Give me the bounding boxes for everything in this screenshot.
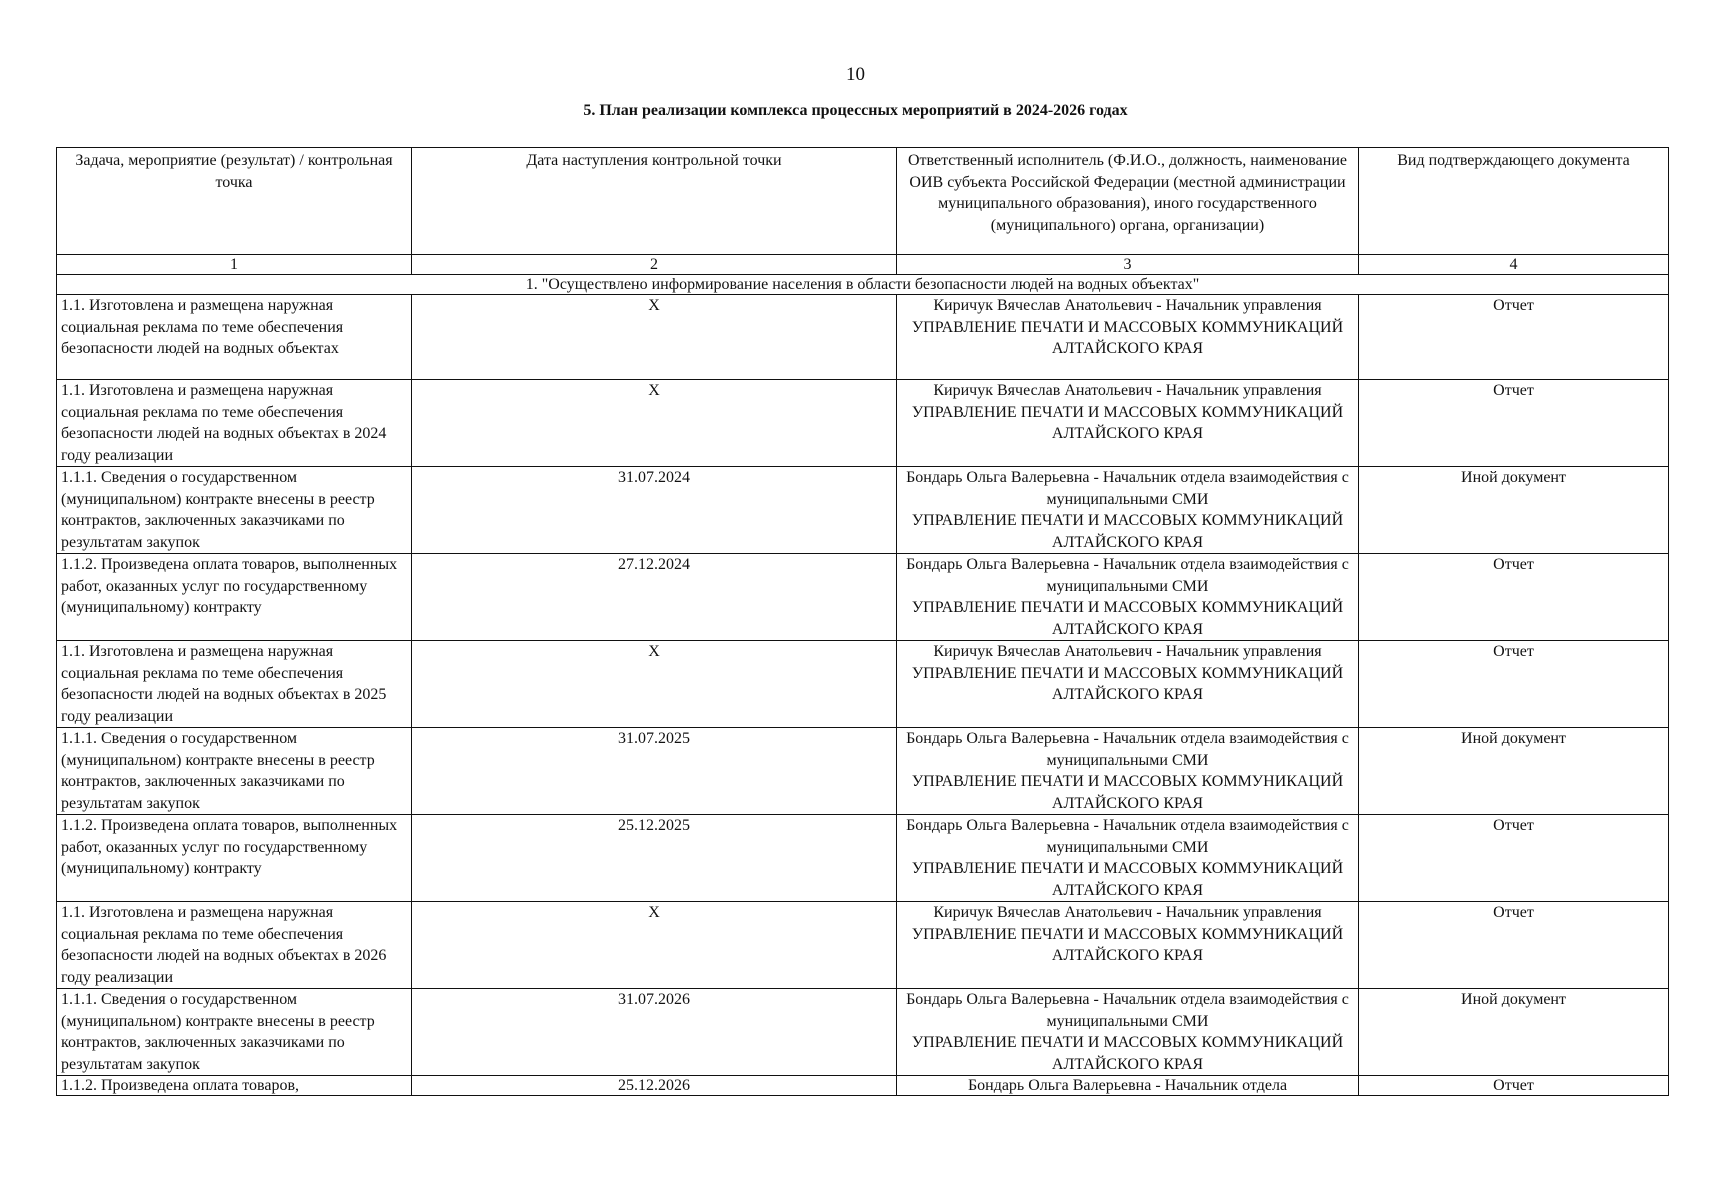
task-cell: 1.1. Изготовлена и размещена наружная социальная реклама по теме обеспечения безопасности людей на водных объектах в 2024 году реализации: [57, 380, 412, 467]
executor-cell: [897, 989, 1359, 1076]
task-cell: 1.1.1. Сведения о государственном (муниципальном) контракте внесены в реестр контрактов, заключенных заказчиками по результатам закупок: [57, 728, 412, 815]
executor-person: Киричук Вячеслав Анатольевич - Начальник управления: [933, 297, 1322, 314]
executor-person: Бондарь Ольга Валерьевна - Начальник отдела взаимодействия с муниципальными СМИ: [906, 730, 1349, 769]
document-type-cell: Отчет: [1359, 1076, 1669, 1096]
date-cell: 25.12.2025: [412, 815, 897, 902]
document-type-cell: Иной документ: [1359, 728, 1669, 815]
table-row: [57, 467, 1669, 554]
date-cell: X: [412, 380, 897, 467]
section-row: [57, 275, 1669, 295]
date-cell: X: [412, 902, 897, 989]
header-executor: Ответственный исполнитель (Ф.И.О., должность, наименование ОИВ субъекта Российской Федерации (местной администрации муниципального образования), иного государственного (муниципального) органа, организации): [897, 148, 1359, 255]
date-cell: 31.07.2025: [412, 728, 897, 815]
executor-person: Бондарь Ольга Валерьевна - Начальник отдела взаимодействия с муниципальными СМИ: [906, 556, 1349, 595]
executor-person: Бондарь Ольга Валерьевна - Начальник отдела: [967, 1077, 1288, 1094]
document-type-cell: Иной документ: [1359, 467, 1669, 554]
column-number: 1: [57, 255, 412, 275]
executor-organization: УПРАВЛЕНИЕ ПЕЧАТИ И МАССОВЫХ КОММУНИКАЦИЙ АЛТАЙСКОГО КРАЯ: [911, 318, 1344, 357]
table-row: [57, 902, 1669, 989]
document-type-cell: Отчет: [1359, 554, 1669, 641]
document-type-cell: Отчет: [1359, 902, 1669, 989]
executor-person: Киричук Вячеслав Анатольевич - Начальник управления: [933, 382, 1322, 399]
document-type-cell: Отчет: [1359, 815, 1669, 902]
page-title: 5. План реализации комплекса процессных мероприятий в 2024-2026 годах: [583, 102, 1128, 119]
header-date: Дата наступления контрольной точки: [412, 148, 897, 255]
column-number: 3: [897, 255, 1359, 275]
page-number: 10: [846, 64, 865, 85]
executor-organization: УПРАВЛЕНИЕ ПЕЧАТИ И МАССОВЫХ КОММУНИКАЦИЙ АЛТАЙСКОГО КРАЯ: [911, 512, 1344, 551]
date-cell: X: [412, 641, 897, 728]
task-cell: 1.1.2. Произведена оплата товаров, выполненных работ, оказанных услуг по государственному (муниципальному) контракту: [57, 554, 412, 641]
column-number: 4: [1359, 255, 1669, 275]
executor-person: Бондарь Ольга Валерьевна - Начальник отдела взаимодействия с муниципальными СМИ: [906, 991, 1349, 1030]
table-row: [57, 989, 1669, 1076]
executor-cell: [897, 295, 1359, 380]
executor-cell: [897, 641, 1359, 728]
executor-cell: [897, 902, 1359, 989]
plan-table: [56, 147, 1669, 1096]
table-row: [57, 295, 1669, 380]
executor-organization: УПРАВЛЕНИЕ ПЕЧАТИ И МАССОВЫХ КОММУНИКАЦИЙ АЛТАЙСКОГО КРАЯ: [911, 1034, 1344, 1073]
executor-organization: УПРАВЛЕНИЕ ПЕЧАТИ И МАССОВЫХ КОММУНИКАЦИЙ АЛТАЙСКОГО КРАЯ: [911, 664, 1344, 703]
table-row: [57, 1076, 1669, 1096]
executor-cell: [897, 554, 1359, 641]
date-cell: 27.12.2024: [412, 554, 897, 641]
task-cell: 1.1. Изготовлена и размещена наружная социальная реклама по теме обеспечения безопасности людей на водных объектах в 2025 году реализации: [57, 641, 412, 728]
executor-cell: [897, 728, 1359, 815]
column-number: 2: [412, 255, 897, 275]
table-header-row: [57, 148, 1669, 255]
table-row: [57, 380, 1669, 467]
executor-organization: УПРАВЛЕНИЕ ПЕЧАТИ И МАССОВЫХ КОММУНИКАЦИЙ АЛТАЙСКОГО КРАЯ: [911, 773, 1344, 812]
table-row: [57, 815, 1669, 902]
task-cell: 1.1.1. Сведения о государственном (муниципальном) контракте внесены в реестр контрактов, заключенных заказчиками по результатам закупок: [57, 989, 412, 1076]
header-task: Задача, мероприятие (результат) / контрольная точка: [57, 148, 412, 255]
date-cell: 25.12.2026: [412, 1076, 897, 1096]
document-type-cell: Иной документ: [1359, 989, 1669, 1076]
header-document: Вид подтверждающего документа: [1359, 148, 1669, 255]
executor-cell: [897, 815, 1359, 902]
date-cell: X: [412, 295, 897, 380]
task-cell: 1.1. Изготовлена и размещена наружная социальная реклама по теме обеспечения безопасности людей на водных объектах: [57, 295, 412, 380]
column-number-row: [57, 255, 1669, 275]
document-type-cell: Отчет: [1359, 641, 1669, 728]
task-cell: 1.1.2. Произведена оплата товаров, выполненных работ, оказанных услуг по государственному (муниципальному) контракту: [57, 815, 412, 902]
executor-organization: УПРАВЛЕНИЕ ПЕЧАТИ И МАССОВЫХ КОММУНИКАЦИЙ АЛТАЙСКОГО КРАЯ: [911, 925, 1344, 964]
executor-cell: [897, 467, 1359, 554]
executor-person: Бондарь Ольга Валерьевна - Начальник отдела взаимодействия с муниципальными СМИ: [906, 817, 1349, 856]
task-cell: 1.1.1. Сведения о государственном (муниципальном) контракте внесены в реестр контрактов, заключенных заказчиками по результатам закупок: [57, 467, 412, 554]
executor-person: Киричук Вячеслав Анатольевич - Начальник управления: [933, 904, 1322, 921]
table-row: [57, 554, 1669, 641]
executor-cell: [897, 380, 1359, 467]
executor-cell: [897, 1076, 1359, 1096]
task-cell: 1.1.2. Произведена оплата товаров,: [57, 1076, 412, 1096]
executor-organization: УПРАВЛЕНИЕ ПЕЧАТИ И МАССОВЫХ КОММУНИКАЦИЙ АЛТАЙСКОГО КРАЯ: [911, 599, 1344, 638]
document-type-cell: Отчет: [1359, 380, 1669, 467]
executor-person: Бондарь Ольга Валерьевна - Начальник отдела взаимодействия с муниципальными СМИ: [906, 469, 1349, 508]
table-body: [57, 275, 1669, 1096]
task-cell: 1.1. Изготовлена и размещена наружная социальная реклама по теме обеспечения безопасности людей на водных объектах в 2026 году реализации: [57, 902, 412, 989]
document-type-cell: Отчет: [1359, 295, 1669, 380]
executor-organization: УПРАВЛЕНИЕ ПЕЧАТИ И МАССОВЫХ КОММУНИКАЦИЙ АЛТАЙСКОГО КРАЯ: [911, 403, 1344, 442]
executor-organization: УПРАВЛЕНИЕ ПЕЧАТИ И МАССОВЫХ КОММУНИКАЦИЙ АЛТАЙСКОГО КРАЯ: [911, 860, 1344, 899]
table-row: [57, 641, 1669, 728]
table-row: [57, 728, 1669, 815]
date-cell: 31.07.2026: [412, 989, 897, 1076]
executor-person: Киричук Вячеслав Анатольевич - Начальник управления: [933, 643, 1322, 660]
section-title: 1. "Осуществлено информирование населения в области безопасности людей на водных объектах": [57, 275, 1669, 295]
date-cell: 31.07.2024: [412, 467, 897, 554]
